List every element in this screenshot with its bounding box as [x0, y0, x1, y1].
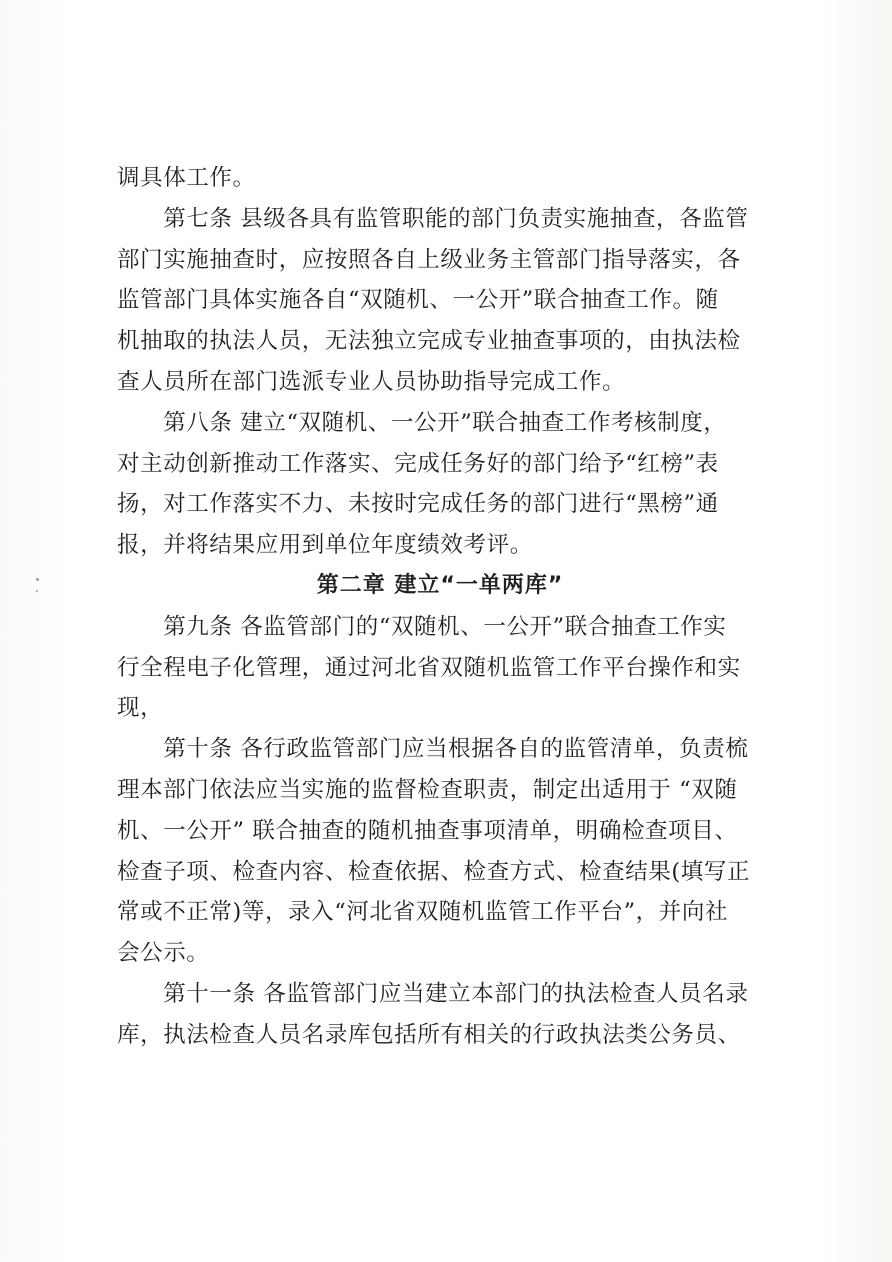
scan-speck [36, 590, 38, 592]
text-line: 检查子项、检查内容、检查依据、检查方式、检查结果(填写正 [117, 858, 751, 885]
text-line: 部门实施抽查时，应按照各自上级业务主管部门指导落实，各 [117, 246, 741, 273]
article-9-line-1: 第九条 各监管部门的“双随机、一公开”联合抽查工作实 [117, 613, 727, 640]
text-line: 行全程电子化管理，通过河北省双随机监管工作平台操作和实 [117, 654, 741, 681]
scan-speck [36, 578, 39, 581]
text-line: 理本部门依法应当实施的监督检查职责，制定出适用于 “双随 [117, 776, 738, 803]
document-body [117, 158, 763, 1056]
article-10-line-1: 第十条 各行政监管部门应当根据各自的监管清单，负责梳 [117, 736, 749, 763]
text-line: 报，并将结果应用到单位年度绩效考评。 [117, 532, 533, 559]
text-line: 常或不正常)等，录入“河北省双随机监管工作平台”，并向社 [117, 899, 729, 926]
text-line: 现， [117, 695, 164, 722]
text-line: 查人员所在部门选派专业人员协助指导完成工作。 [117, 368, 626, 395]
chapter-heading: 第二章 建立“一单两库” [316, 572, 564, 598]
text-line: 调具体工作。 [117, 165, 256, 191]
text-line: 机抽取的执法人员，无法独立完成专业抽查事项的，由执法检 [117, 328, 741, 355]
text-line: 库，执法检查人员名录库包括所有相关的行政执法类公务员、 [117, 1021, 741, 1048]
article-11-line-1: 第十一条 各监管部门应当建立本部门的执法检查人员名录 [117, 980, 749, 1007]
text-line: 会公示。 [117, 940, 210, 967]
text-line: 机、一公开” 联合抽查的随机抽查事项清单，明确检查项目、 [117, 817, 738, 844]
text-line: 监管部门具体实施各自“双随机、一公开”联合抽查工作。随 [117, 287, 719, 314]
article-8-line-1: 第八条 建立“双随机、一公开”联合抽查工作考核制度， [117, 409, 727, 436]
text-line: 对主动创新推动工作落实、完成任务好的部门给予“红榜”表 [117, 450, 719, 477]
article-7-line-1: 第七条 县级各具有监管职能的部门负责实施抽查，各监管 [117, 205, 749, 232]
text-line: 扬，对工作落实不力、未按时完成任务的部门进行“黑榜”通 [117, 491, 719, 518]
